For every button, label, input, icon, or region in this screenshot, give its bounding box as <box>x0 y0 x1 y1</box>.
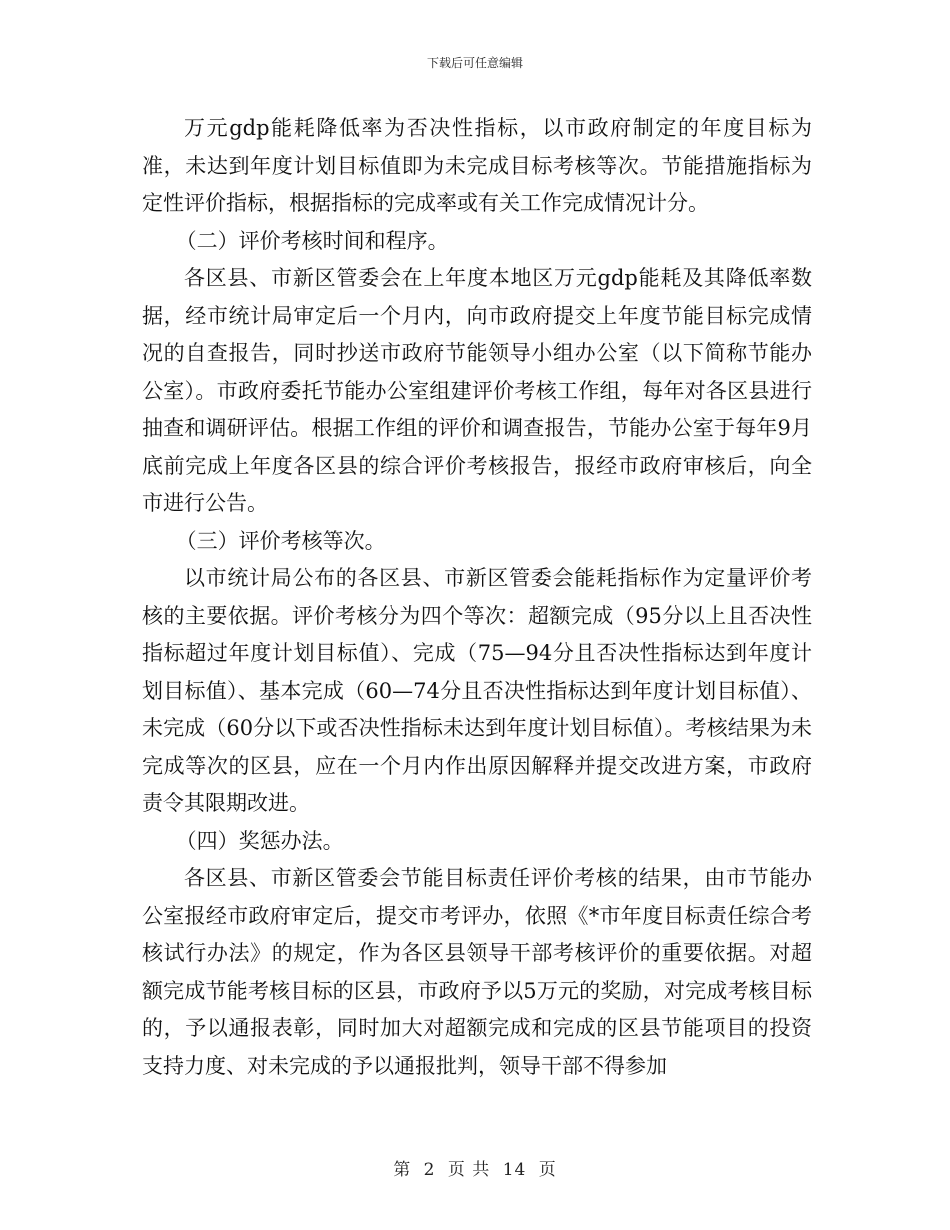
footer-prefix: 第 <box>393 1160 412 1180</box>
section-heading-timing: （二）评价考核时间和程序。 <box>175 228 449 253</box>
document-body <box>142 110 812 1085</box>
page-header: 下载后可任意编辑 <box>426 56 523 70</box>
current-page-number: 2 <box>423 1160 436 1180</box>
paragraph-timing-procedure: 各区县、市新区管委会在上年度本地区万元gdp能耗及其降低率数据，经市统计局审定后一个月内，向市政府提交上年度节能目标完成情况的自查报告，同时抄送市政府节能领导小组办公室（以下简称节能办公室）。市政府委托节能办公室组建评价考核工作组，每年对各区县进行抽查和调研评估。根据工作组的评价和调查报告，节能办公室于每年9月底前完成上年度各区县的综合评价考核报告，报经市政府审核后，向全市进行公告。 <box>142 266 812 515</box>
page-footer <box>0 1155 950 1180</box>
paragraph-indicator-definition: 万元gdp能耗降低率为否决性指标，以市政府制定的年度目标为准，未达到年度计划目标值即为未完成目标考核等次。节能措施指标为定性评价指标，根据指标的完成率或有关工作完成情况计分。 <box>142 116 812 215</box>
footer-middle: 页 共 <box>447 1160 491 1180</box>
total-page-count: 14 <box>502 1160 527 1180</box>
section-heading-rewards: （四）奖惩办法。 <box>175 828 344 853</box>
section-heading-grades: （三）评价考核等次。 <box>175 528 386 553</box>
paragraph-rewards: 各区县、市新区管委会节能目标责任评价考核的结果，由市节能办公室报经市政府审定后，提交市考评办，依照《*市年度目标责任综合考核试行办法》的规定，作为各区县领导干部考核评价的重要依据。对超额完成节能考核目标的区县，市政府予以5万元的奖励，对完成考核目标的，予以通报表彰，同时加大对超额完成和完成的区县节能项目的投资支持力度、对未完成的予以通报批判，领导干部不得参加 <box>142 866 812 1078</box>
footer-suffix: 页 <box>538 1160 557 1180</box>
paragraph-grades: 以市统计局公布的各区县、市新区管委会能耗指标作为定量评价考核的主要依据。评价考核分为四个等次：超额完成（95分以上且否决性指标超过年度计划目标值）、完成（75—94分且否决性指标达到年度计划目标值）、基本完成（60—74分且否决性指标达到年度计划目标值）、未完成（60分以下或否决性指标未达到年度计划目标值）。考核结果为未完成等次的区县，应在一个月内作出原因解释并提交改进方案，市政府责令其限期改进。 <box>142 566 812 815</box>
